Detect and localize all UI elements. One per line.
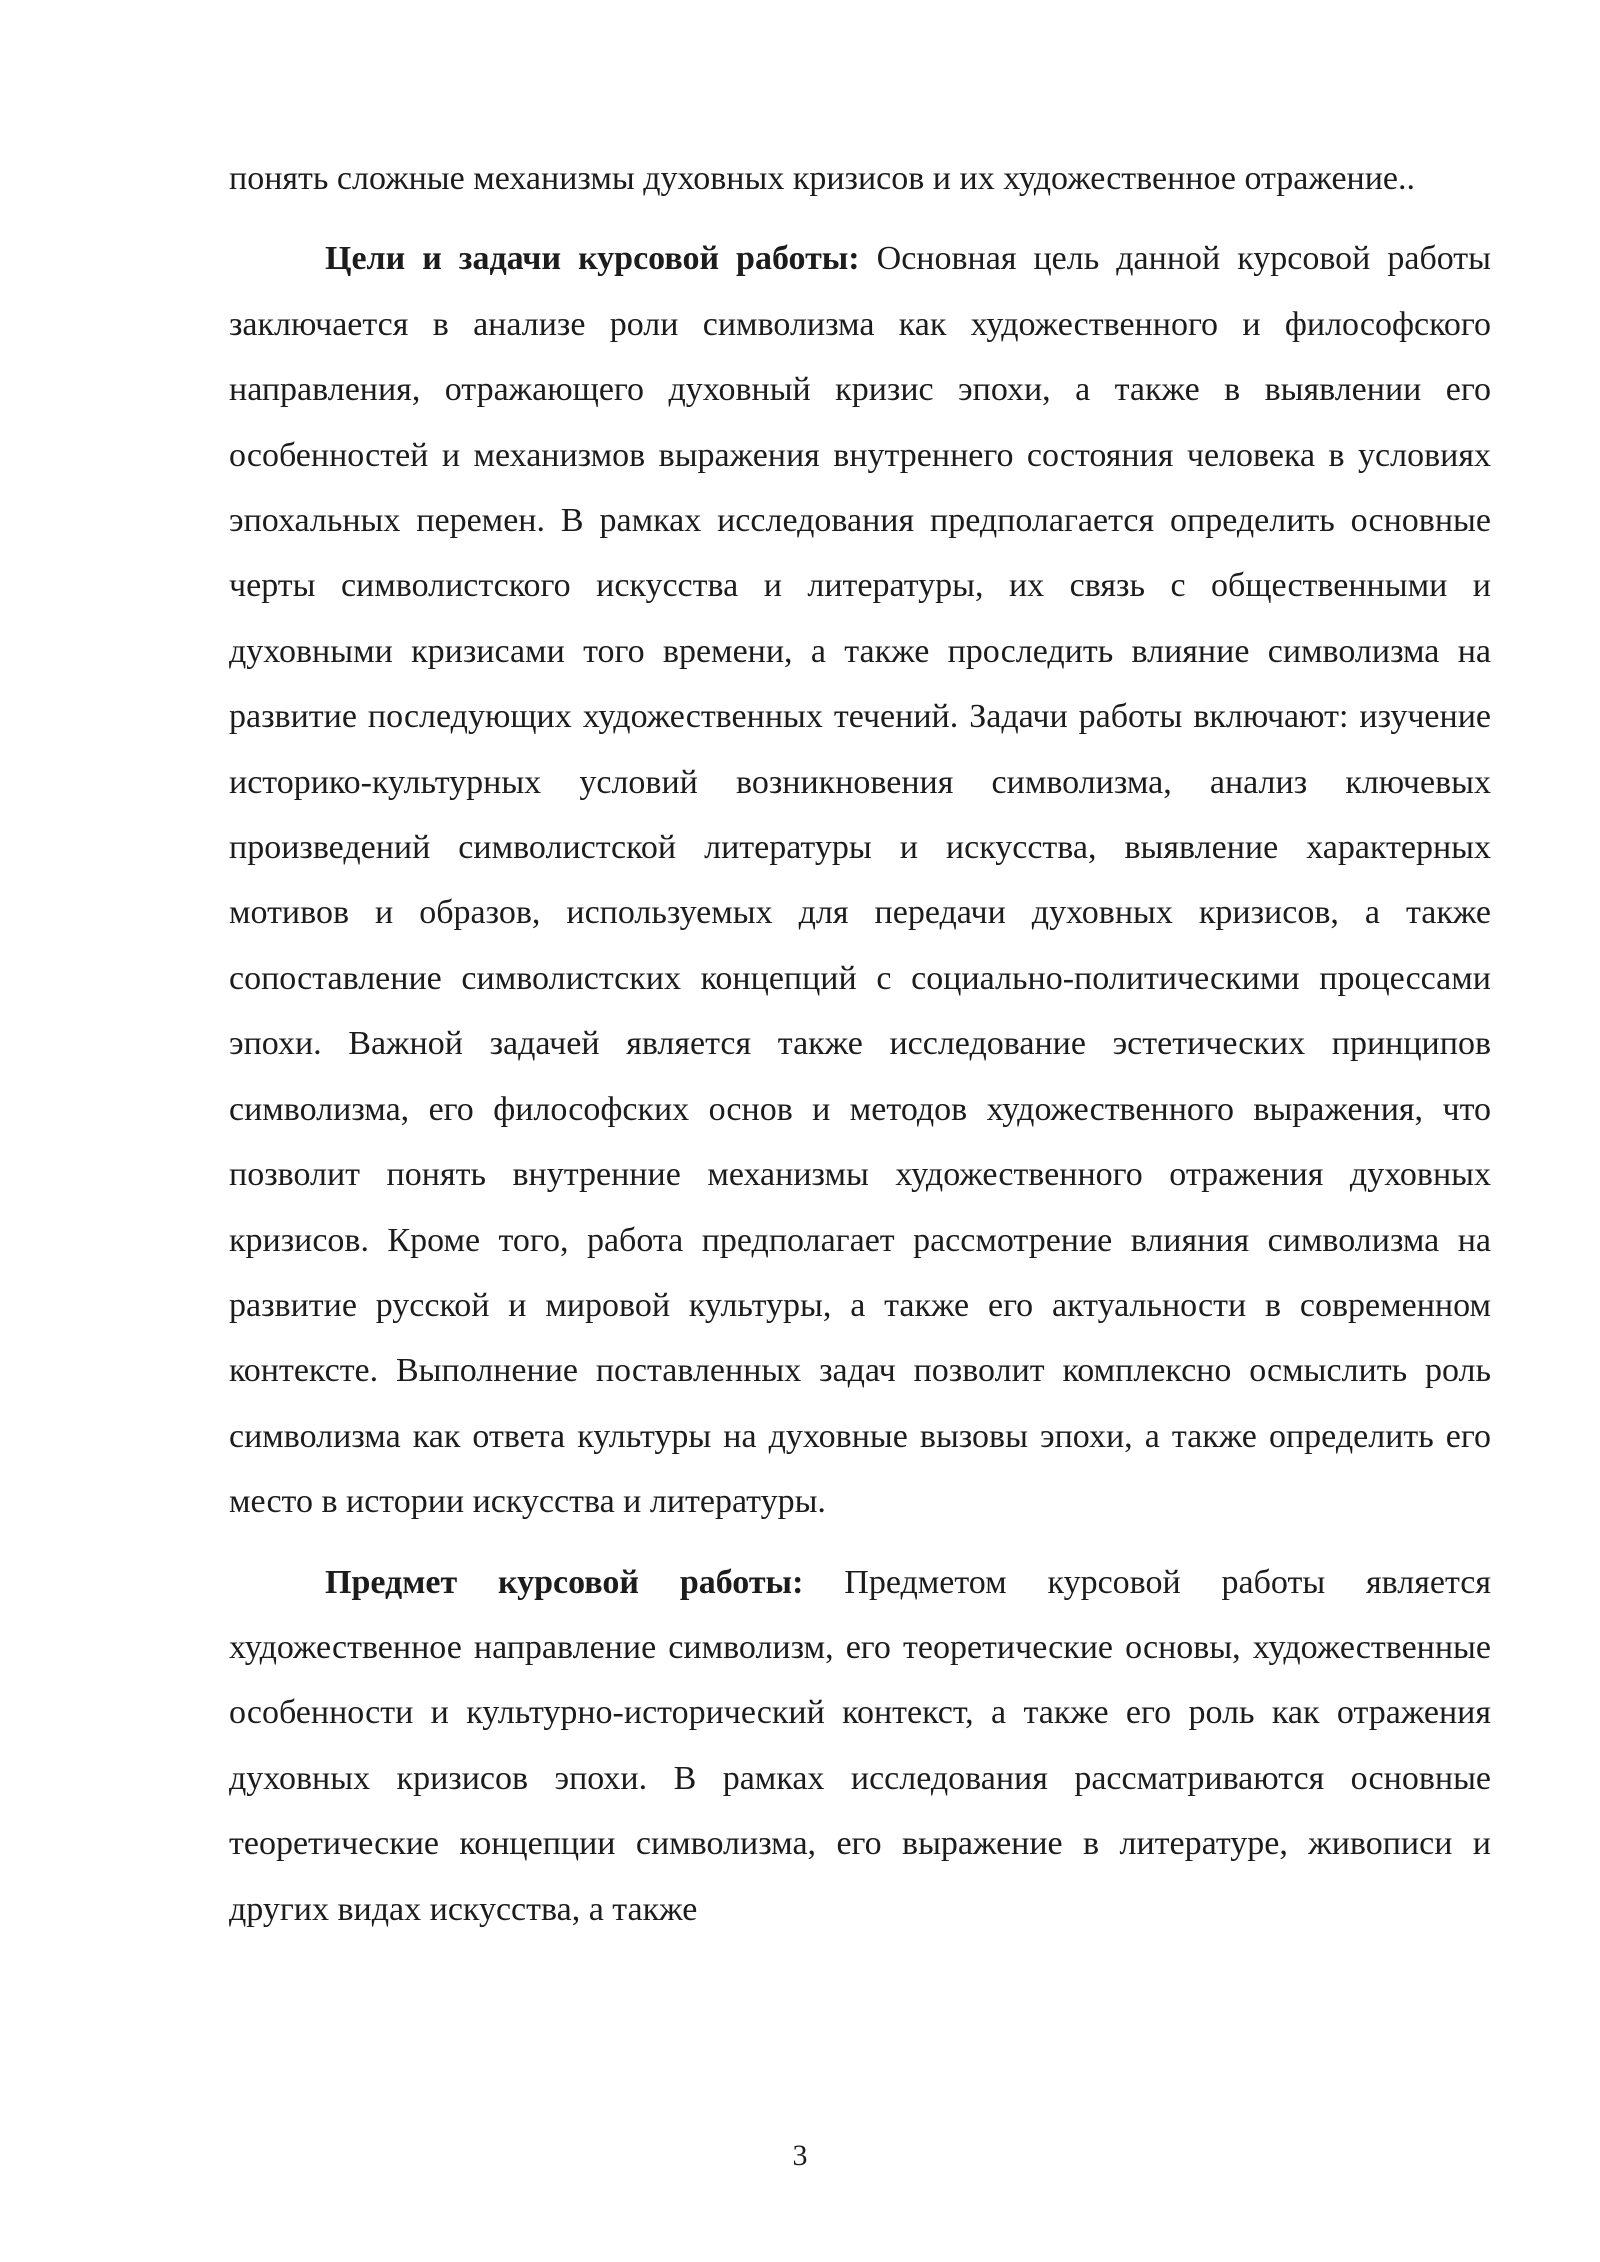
- paragraph-text: Основная цель данной курсовой работы заключается в анализе роли символизма как художественного и философского направления, отражающего духовный кризис эпохи, а также в выявлении его особенностей и механизмов выражения внутреннего состояния человека в условиях эпохальных перемен. В рамках исследования предполагается определить основные черты символистского искусства и литературы, их связь с общественными и духовными кризисами того времени, а также проследить влияние символизма на развитие последующих художественных течений. Задачи работы включают: изучение историко-культурных условий возникновения символизма, анализ ключевых произведений символистской литературы и искусства, выявление характерных мотивов и образов, используемых для передачи духовных кризисов, а также сопоставление символистских концепций с социально-политическими процессами эпохи. Важной задачей является также исследование эстетических принципов символизма, его философских основ и методов художественного выражения, что позволит понять внутренние механизмы художественного отражения духовных кризисов. Кроме того, работа предполагает рассмотрение влияния символизма на развитие русской и мировой культуры, а также его актуальности в современном контексте. Выполнение поставленных задач позволит комплексно осмыслить роль символизма как ответа культуры на духовные вызовы эпохи, а также определить его место в истории искусства и литературы.: [229, 240, 1491, 1521]
- page-number: 3: [792, 2139, 808, 2172]
- paragraph-continuation: [229, 146, 1491, 211]
- paragraph-heading: Цели и задачи курсовой работы:: [325, 240, 860, 278]
- paragraph-text: понять сложные механизмы духовных кризисов и их художественное отражение..: [229, 160, 1416, 197]
- body-text: [229, 146, 1491, 1942]
- paragraph-text: Предметом курсовой работы является художественное направление символизм, его теоретические основы, художественные особенности и культурно-исторический контекст, а также его роль как отражения духовных кризисов эпохи. В рамках исследования рассматриваются основные теоретические концепции символизма, его выражение в литературе, живописи и других видах искусства, а также: [229, 1563, 1491, 1928]
- paragraph-subject: [229, 1550, 1491, 1942]
- paragraph-goals-and-tasks: [229, 226, 1491, 1534]
- paragraph-heading: Предмет курсовой работы:: [325, 1563, 804, 1601]
